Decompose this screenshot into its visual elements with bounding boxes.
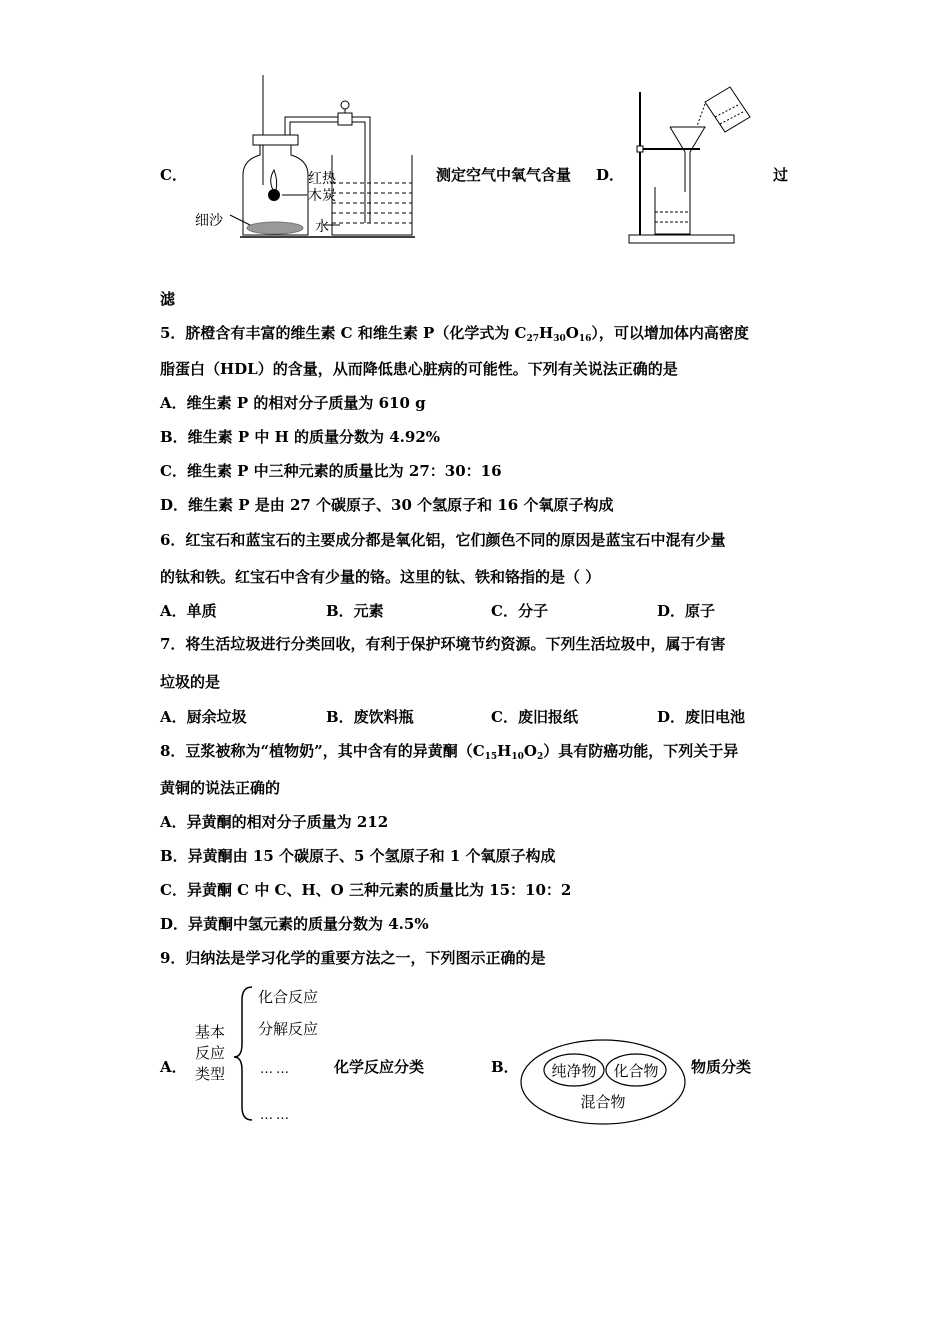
q7-stem-line2: 垃圾的是 (160, 673, 221, 691)
q5-stem-line1: 5．脐橙含有丰富的维生素 C 和维生素 P（化学式为 $C_{27}H_{30}O_{16}$），可以增加体内高密度 (160, 324, 749, 344)
diagram-a-item-1: 化合反应 (258, 988, 319, 1006)
q9-option-a-label[interactable]: A． (160, 1058, 187, 1076)
q7-option-a[interactable]: A．厨余垃圾 (160, 708, 247, 726)
q4-option-d-caption-2: 滤 (160, 290, 176, 308)
q7-stem-line1: 7．将生活垃圾进行分类回收，有利于保护环境节约资源。下列生活垃圾中，属于有害 (160, 635, 726, 653)
label-sand: 细沙 (195, 213, 223, 229)
diagram-a-item-3: …… (260, 1062, 292, 1077)
q9-stem: 9．归纳法是学习化学的重要方法之一，下列图示正确的是 (160, 949, 546, 967)
diagram-a-item-4: …… (260, 1108, 292, 1123)
q4-figure-d-filtration (625, 82, 755, 247)
q6-option-b[interactable]: B．元素 (326, 602, 384, 620)
q7-option-c[interactable]: C．废旧报纸 (491, 708, 578, 726)
q8-option-a[interactable]: A．异黄酮的相对分子质量为 212 (160, 813, 389, 831)
q6-stem-line2: 的钛和铁。红宝石中含有少量的铬。这里的钛、铁和铬指的是（ ） (160, 568, 601, 586)
q9-option-a-caption: 化学反应分类 (334, 1058, 425, 1076)
q6-option-c[interactable]: C．分子 (491, 602, 548, 620)
q6-option-a[interactable]: A．单质 (160, 602, 217, 620)
diagram-a-item-2: 分解反应 (258, 1020, 319, 1038)
label-charcoal: 木炭 (308, 188, 336, 204)
q9-option-a-diagram (190, 982, 330, 1127)
diagram-a-left-label-2: 反应 (195, 1044, 226, 1062)
diagram-b-inner-2: 化合物 (613, 1062, 659, 1080)
q8-option-d[interactable]: D．异黄酮中氢元素的质量分数为 4.5% (160, 915, 429, 933)
q4-option-d-caption-1: 过 (773, 166, 789, 184)
diagram-b-outer: 混合物 (580, 1093, 626, 1111)
q6-option-d[interactable]: D．原子 (657, 602, 716, 620)
q4-option-d-label: D． (596, 166, 625, 184)
q8-stem-line1: 8．豆浆被称为“植物奶”，其中含有的异黄酮$(C_{15}H_{10}O_2)$具有防癌功能，下列关于异 (160, 742, 739, 762)
diagram-a-left-label-1: 基本 (195, 1023, 226, 1041)
q5-option-c[interactable]: C．维生素 P 中三种元素的质量比为 27：30：16 (160, 462, 502, 480)
label-water: 水 (315, 219, 329, 235)
diagram-b-inner-1: 纯净物 (551, 1062, 597, 1080)
q7-option-d[interactable]: D．废旧电池 (657, 708, 746, 726)
q8-option-b[interactable]: B．异黄酮由 15 个碳原子、5 个氢原子和 1 个氧原子构成 (160, 847, 556, 865)
q5-option-b[interactable]: B．维生素 P 中 H 的质量分数为 4.92% (160, 428, 441, 446)
q5-option-d[interactable]: D．维生素 P 是由 27 个碳原子、30 个氢原子和 16 个氧原子构成 (160, 496, 614, 514)
q4-option-c-caption: 测定空气中氧气含量 (436, 166, 572, 184)
q5-stem-line2: 脂蛋白（HDL）的含量，从而降低患心脏病的可能性。下列有关说法正确的是 (160, 360, 678, 378)
q9-option-b-label[interactable]: B． (491, 1058, 519, 1076)
q8-option-c[interactable]: C．异黄酮 C 中 C、H、O 三种元素的质量比为 15：10：2 (160, 881, 572, 899)
q4-figure-c-apparatus (190, 75, 420, 245)
label-red-hot: 红热 (308, 171, 336, 187)
diagram-a-left-label-3: 类型 (195, 1065, 226, 1083)
q9-option-b-diagram (518, 1037, 688, 1127)
q4-option-c-label: C． (160, 166, 187, 184)
q7-option-b[interactable]: B．废饮料瓶 (326, 708, 414, 726)
q6-stem-line1: 6．红宝石和蓝宝石的主要成分都是氧化铝，它们颜色不同的原因是蓝宝石中混有少量 (160, 531, 726, 549)
q5-option-a[interactable]: A．维生素 P 的相对分子质量为 610 g (160, 394, 426, 412)
q8-stem-line2: 黄铜的说法正确的 (160, 779, 281, 797)
q9-option-b-caption: 物质分类 (691, 1058, 752, 1076)
